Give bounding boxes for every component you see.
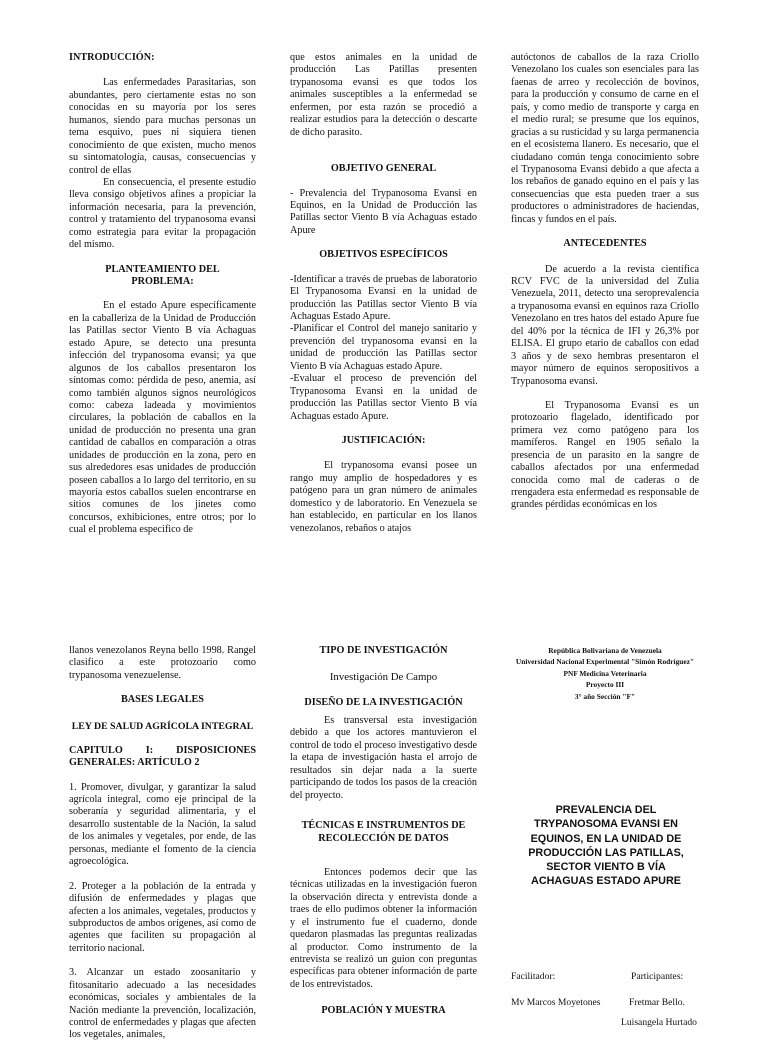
top-middle-column xyxy=(290,52,477,535)
law-heading: LEY DE SALUD AGRÍCOLA INTEGRAL xyxy=(71,720,254,732)
institution-line: Universidad Nacional Experimental "Simón Rodríguez" xyxy=(515,657,695,667)
justification-heading: JUSTIFICACIÓN: xyxy=(341,434,426,446)
bottom-middle-column xyxy=(290,645,477,1024)
legal-bases-heading: BASES LEGALES xyxy=(121,694,204,706)
problem-paragraph: En el estado Apure específicamente en la caballeriza de la Unidad de Producción las Patillas sector Viento B vía Achaguas estado Apure, se detecto una presunta infección del trypanosoma evansi; ya que algunos de los caballos presentaron los síntomas como: pérdida de peso, anemia, así como también algunos signos neurológicos como: cabeza ladeada y movimientos circulares, la población de caballos en la unidad de producción no presenta una gran cantidad de caballos en comparación a otras unidades de producción en la zona, pero en sus alrededores esas unidades de producción poseen caballos a lo largo del territorio, en su mayoría estos caballos suelen encontrarse en sitios comunes de los jinetes como concursos, exhibiciones, entre otros; por lo cual el problema especifico de xyxy=(69,300,256,536)
institution-line: República Bolivariana de Venezuela xyxy=(548,646,662,655)
techniques-paragraph: Entonces podemos decir que las técnicas utilizadas en la investigación fueron la observación directa y entrevista donde a traes de ello pudimos obtener la información y el instrumento fue el cuaderno, donde quedaron plasmadas las preguntas realizadas al productor. Como instrumento de la entrevista se realizó un guion con preguntas específicas para obtener información de parte de los entrevistados. xyxy=(290,866,477,990)
problem-heading: PLANTEAMIENTO DEL PROBLEMA: xyxy=(105,263,220,287)
research-design-paragraph: Es transversal esta investigación debido a que los actores mantuvieron el control de todo el proceso investigativo desde la etapa de investigación hasta el arrojo de resultados sin dejar nada a la suerte participando de todos los pasos de la creación del proyecto. xyxy=(290,715,477,801)
intro-heading: INTRODUCCIÓN: xyxy=(69,52,155,63)
intro-paragraph-1: Las enfermedades Parasitarias, son abundantes, pero ciertamente estas no son conocidas en su mayoría por los seres humanos, siendo para muchas personas un tema esquivo, pues ni siquiera tienen conocimiento de que existen, mucho menos su sintomatología, causas, consecuencias y control de ellas xyxy=(69,77,256,176)
specific-objective-3: -Evaluar el proceso de prevención del Trypanosoma Evansi en la unidad de producción las Patillas sector Viento B vía Achaguas estado Apure. xyxy=(290,373,477,422)
continued-paragraph: autóctonos de caballos de la raza Criollo Venezolano los cuales son esenciales para las faenas de arreo y recolección de bovinos, para la producción y consumo de carne en el país, y como medio de transporte y carga en el medio rural; se presume que los equinos, gracias a su rusticidad y su larga permanencia en el ecosistema llanero. Es necesario, que el ciudadano común tenga conocimiento sobre el Trypanosoma Evansi debido a que afecta a los rebaños de ganado equino en el país y las consecuencias que esta pueden traer a sus productores o administradores de haciendas, fincas y fundos en el país. xyxy=(511,52,699,225)
continued-paragraph: que estos animales en la unidad de producción Las Patillas presenten trypanosoma evansi es que todos los animales susceptibles a la enfermedad se enfermen, por esta razón se procedió a realizar estudios para la detección o descarte de dicho parasito. xyxy=(290,52,477,138)
background-paragraph-2: El Trypanosoma Evansi es un protozoario flagelado, identificado por primera vez como patógeno para los mamíferos. Rangel en 1905 señalo la presencia de un parasito en la sangre de caballos afectados por una enfermedad conocida como mal de caderas o de rrengadera esta enfermedad es responsable de grandes pérdidas económicas en los xyxy=(511,399,699,511)
bottom-right-column xyxy=(505,645,705,1028)
general-objective-heading: OBJETIVO GENERAL xyxy=(330,163,437,175)
facilitator-label: Facilitador: xyxy=(511,971,556,982)
legal-item-1: 1. Promover, divulgar, y garantizar la salud agrícola integral, como eje principal de la soberanía y seguridad alimentaria, y el desarrollo sustentable de la Nación, la salud de los animales y vegetales, por ende, de las personas, mediante el fomento de la ciencia agroecológica. xyxy=(69,781,256,868)
chapter-heading: CAPITULO I: DISPOSICIONES GENERALES: ARTÍCULO 2 xyxy=(69,744,256,769)
continued-paragraph: llanos venezolanos Reyna bello 1998. Rangel clasifico a este protozoario como trypanosoma venezuelense. xyxy=(69,645,256,681)
facilitator-name: Mv Marcos Moyetones xyxy=(511,997,601,1008)
research-design-heading: DISEÑO DE LA INVESTIGACIÓN xyxy=(304,696,463,708)
background-paragraph-1: De acuerdo a la revista científica RCV FVC de la universidad del Zulia Venezuela, 2011, detecto una seroprevalencia a trypanosoma evansi en equinos raza Criollo Venezolano en tres hatos del estado Apure fue del 40% por la técnica de IFI y 26,3% por ELISA. El grupo etario de caballos con edad 3 años y de sexo hembras presentaron el mayor número de equinos seropositivos a Trypanosoma evansi. xyxy=(511,263,699,387)
top-left-column xyxy=(69,52,256,537)
population-heading: POBLACIÓN Y MUESTRA xyxy=(321,1005,446,1017)
justification-paragraph: El trypanosoma evansi posee un rango muy amplio de hospedadores y es patógeno para un gran número de animales domestico y de laboratorio. En Venezuela se han establecido, en particular en los llanos venezolanos, rebaños o atajos xyxy=(290,460,477,534)
techniques-heading: TÉCNICAS E INSTRUMENTOS DE RECOLECCIÓN DE DATOS xyxy=(301,820,466,844)
participant-name: Fretmar Bello. xyxy=(629,997,685,1008)
legal-item-2: 2. Proteger a la población de la entrada y difusión de enfermedades y plagas que afecten a los animales, vegetales, productos y subproductos de ambos orígenes, así como de agentes que faciliten su propagación al territorio nacional. xyxy=(69,880,256,954)
institution-header xyxy=(505,645,705,702)
specific-objectives-heading: OBJETIVOS ESPECÍFICOS xyxy=(319,249,448,261)
specific-objective-1: -Identificar a través de pruebas de laboratorio El Trypanosoma Evansi en la unidad de producción las Patillas sector Viento B vía Achaguas Estado Apure. xyxy=(290,273,477,322)
general-objective-text: - Prevalencia del Trypanosoma Evansi en Equinos, en la Unidad de Producción las Patillas sector Viento B vía Achaguas estado Apure xyxy=(290,187,477,236)
participants-label: Participantes: xyxy=(631,971,684,982)
legal-item-3: 3. Alcanzar un estado zoosanitario y fitosanitario adecuado a las necesidades económicas, sociales y ambientales de la Nación mediante la prevención, localización, control de enfermedades y plagas que afecten los vegetales, animales, xyxy=(69,967,256,1041)
research-type-heading: TIPO DE INVESTIGACIÓN xyxy=(319,645,448,656)
cover-title: PREVALENCIA DEL TRYPANOSOMA EVANSI EN EQUINOS, EN LA UNIDAD DE PRODUCCIÓN LAS PATILLAS, SECTOR VIENTO B VÍA ACHAGUAS ESTADO APURE xyxy=(528,804,684,888)
institution-line: PNF Medicina Veterinaria xyxy=(563,668,647,678)
top-right-column xyxy=(511,52,699,512)
participant-name: Luisangela Hurtado xyxy=(621,1017,697,1028)
intro-paragraph-2: En consecuencia, el presente estudio lleva consigo objetivos afines a propiciar la información necesaria, para la prevención, control y tratamiento del trypanosoma evansi como estrategia para evitar la propagación del mismo. xyxy=(69,176,256,251)
institution-line: Proyecto III xyxy=(585,680,625,690)
research-type-value: Investigación De Campo xyxy=(329,671,438,684)
specific-objective-2: -Planificar el Control del manejo sanitario y prevención del trypanosoma evansi en la unidad de producción las Patillas sector Viento B vía Achaguas estado Apure. xyxy=(290,323,477,372)
bottom-left-column xyxy=(69,645,256,1041)
background-heading: ANTECEDENTES xyxy=(563,238,647,250)
institution-line: 3° año Sección "F" xyxy=(574,691,636,701)
